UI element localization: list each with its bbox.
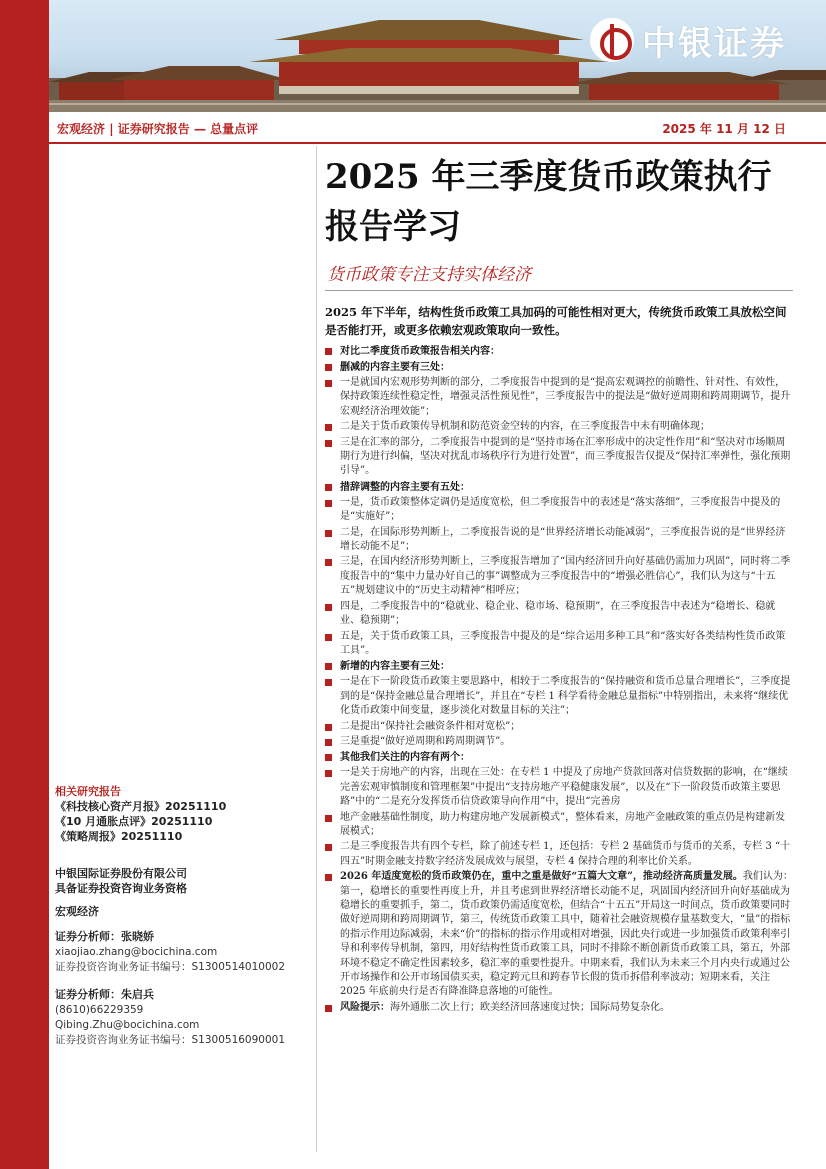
analyst-license: 证券投资咨询业务证书编号：S1300514010002 [55, 961, 286, 973]
bullet-lead: 风险提示： [340, 1001, 390, 1013]
bullet-marker-icon [325, 559, 332, 566]
bullet-marker-icon [325, 440, 332, 447]
bullet-heading [325, 360, 795, 375]
bullet-heading [325, 344, 795, 359]
bullet-lead: 2026 年适度宽松的货币政策仍在，重中之重是做好“五篇大文章”，推动经济高质量发展。 [340, 871, 743, 883]
analyst-name: 朱启兵 [121, 988, 154, 1001]
bullet-marker-icon [325, 739, 332, 746]
breadcrumb-separator: | [109, 122, 118, 136]
firm-sector: 宏观经济 [55, 905, 99, 918]
bullet-marker-icon [325, 679, 332, 686]
bullet-text: 二是提出“保持社会融资条件相对宽松”； [340, 720, 521, 732]
breadcrumb-report-kind: 总量点评 [210, 122, 259, 136]
bullet-text: 二是三季度报告共有四个专栏，除了前述专栏 1，还包括：专栏 2 基础货币与货币的关系，专栏 3 “十四五”时期金融支持数字经济发展成效与展望，专栏 4 保持合理的利率比价关系。 [340, 841, 791, 867]
analyst-email[interactable]: xiaojiao.zhang@bocichina.com [55, 946, 218, 958]
bullet-item [325, 766, 795, 809]
bullet-text: 其他我们关注的内容有两个： [340, 752, 470, 764]
bullet-text: 四是，二季度报告中的“稳就业、稳企业、稳市场、稳预期”，在三季度报告中表述为“稳增长、稳就业、稳预期”； [340, 600, 776, 627]
bullet-item [325, 840, 795, 869]
report-subtitle: 货币政策专注支持实体经济 [327, 265, 531, 285]
bullet-text: 对比二季度货币政策报告相关内容： [340, 346, 500, 357]
bullet-item [325, 720, 795, 734]
bullet-marker-icon [325, 364, 332, 371]
bullet-marker-icon [325, 500, 332, 507]
analyst-name: 张晓娇 [121, 930, 154, 943]
bullet-text: 我们认为：第一，稳增长的重要性再度上升，并且考虑到世界经济增长动能不足，巩固国内经济回升向好基础成为稳增长的重要抓手，第二，货币政策仍需适度宽松，但结合“十五五”开局这一时间点，货币政策要同时做好逆周期和跨周期调节，第三，传统货币政策工具中，随着社会融资规模存量基数变大，“量”的指标的指示作用边际减弱，未来“价”的指标的指示作用或相对增强，因此央行或进一步加强货币政策利率引导和利率传导机制，第四，用好结构性货币政策工具，同时不排除不断创新货币政策工具，第五，外部环境不稳定不确定性因素较多，稳汇率的重要性提升。中期来看，我们认为未来三个月内央行或通过公开市场操作和公开市场国债买卖，稳定跨元旦和跨春节长假的货币拆借利率波动；短期来看，关注 2025 年底前央行是否有降准降息落地的可能性。 [340, 871, 793, 998]
bullet-item [325, 600, 795, 629]
bullet-item [325, 555, 795, 598]
breadcrumb-report-type: 证券研究报告 [117, 122, 190, 136]
bullet-item [325, 675, 795, 718]
report-title: 2025 年三季度货币政策执行报告学习 [325, 157, 772, 247]
bullet-item [325, 630, 795, 659]
analyst-phone: (8610)66229359 [55, 1004, 144, 1016]
bullet-marker-icon [325, 634, 332, 641]
report-date: 2025 年 11 月 12 日 [662, 122, 786, 136]
bullet-list [325, 344, 795, 1015]
bullet-item [325, 496, 795, 525]
analyst-heading [55, 987, 310, 1003]
bullet-item [325, 735, 795, 749]
bullet-marker-icon [325, 815, 332, 822]
analyst-heading [55, 929, 310, 945]
bullet-text: 二是关于货币政策传导机制和防范资金空转的内容，在三季度报告中未有明确体现； [340, 421, 710, 433]
analyst-license: 证券投资咨询业务证书编号：S1300516090001 [55, 1034, 286, 1046]
bullet-marker-icon [325, 754, 332, 761]
breadcrumb-dash: — [193, 122, 211, 136]
bullet-heading [325, 659, 795, 674]
bullet-marker-icon [325, 380, 332, 387]
bullet-marker-icon [325, 724, 332, 731]
left-sidebar [55, 784, 310, 1048]
firm-qualification: 具备证券投资咨询业务资格 [55, 882, 187, 895]
brand-name: 中银证券 [642, 23, 786, 64]
bullet-text: 二是，在国际形势判断上，二季度报告说的是“世界经济增长动能减弱”，三季度报告说的是“世界经济增长动能不足”； [340, 526, 786, 553]
related-report-item[interactable]: 《10 月通胀点评》20251110 [55, 815, 213, 828]
bullet-text: 五是，关于货币政策工具，三季度报告中提及的是“综合运用多种工具”和“落实好各类结构性货币政策工具”。 [340, 630, 786, 656]
report-meta-bar [49, 112, 826, 144]
bullet-marker-icon [325, 844, 332, 851]
bullet-marker-icon [325, 663, 332, 670]
analyst-label: 证券分析师： [55, 930, 121, 943]
breadcrumb [57, 120, 258, 137]
related-reports-heading: 相关研究报告 [55, 785, 121, 798]
bullet-text: 一是就国内宏观形势判断的部分，二季度报告中提到的是“提高宏观调控的前瞻性、针对性、有效性，保持政策连续性稳定性，增强灵活性预见性”，三季度报告中的提法是“做好逆周期和跨周期调节，提升宏观经济治理效能”； [340, 377, 791, 417]
bullet-text: 海外通胀二次上行；欧美经济回落速度过快；国际局势复杂化。 [390, 1001, 670, 1013]
bullet-marker-icon [325, 604, 332, 611]
bullet-item [325, 1001, 795, 1015]
bullet-text: 一是在下一阶段货币政策主要思路中，相较于二季度报告的“保持融资和货币总量合理增长”，三季度提到的是“保持金融总量合理增长”，并且在“专栏 1 科学看待金融总量指标”中特别指出，未来将“继续优化货币政策中间变量，逐步淡化对数量目标的关注”； [340, 676, 791, 717]
bullet-marker-icon [325, 530, 332, 537]
bullet-heading [325, 750, 795, 765]
bullet-text: 一是关于房地产的内容，出现在三处：在专栏 1 中提及了房地产贷款回落对信贷数据的影响，在“继续完善宏观审慎制度和管理框架”中提出“支持房地产平稳健康发展”，以及在“下一阶段货币政策主要思路”中的“二是充分发挥货币信贷政策导向作用”中，提出“完善房 [340, 767, 788, 808]
bullet-text: 删减的内容主要有三处： [340, 362, 450, 373]
firm-name: 中银国际证券股份有限公司 [55, 867, 187, 880]
column-divider [316, 146, 317, 1152]
bank-of-china-logo-icon [590, 18, 634, 62]
bullet-item [325, 376, 795, 419]
bullet-item [325, 811, 795, 840]
analyst-label: 证券分析师： [55, 988, 121, 1001]
bullet-text: 三是在汇率的部分，二季度报告中提到的是“坚持市场在汇率形成中的决定性作用”和“坚决对市场顺周期行为进行纠偏，坚决对扰乱市场秩序行为进行处置”，而三季度报告仅提及“保持汇率弹性，强化预期引导”。 [340, 436, 791, 477]
bullet-heading [325, 480, 795, 495]
subtitle-divider [325, 290, 793, 291]
bullet-item [325, 870, 795, 1000]
breadcrumb-category: 宏观经济 [57, 122, 106, 136]
bullet-text: 三是，在国内经济形势判断上，三季度报告增加了“国内经济回升向好基础仍需加力巩固”，同时将二季度报告中的“集中力量办好自己的事”调整成为三季度报告中的“增强必胜信心”，我们认为这与“十五五”规划建议中的“历史主动精神”相呼应； [340, 556, 791, 597]
related-report-item[interactable]: 《策略周报》20251110 [55, 830, 183, 843]
bullet-item [325, 436, 795, 479]
bullet-marker-icon [325, 874, 332, 881]
left-accent-bar [0, 0, 49, 1169]
bullet-text: 一是，货币政策整体定调仍是适度宽松，但二季度报告中的表述是“落实落细”，三季度报告中提及的是“实施好”； [340, 496, 781, 523]
bullet-text: 三是重提“做好逆周期和跨周期调节”。 [340, 735, 511, 747]
bullet-marker-icon [325, 484, 332, 491]
brand-logo [590, 14, 786, 66]
bullet-item [325, 526, 795, 555]
analyst-email[interactable]: Qibing.Zhu@bocichina.com [55, 1019, 200, 1031]
bullet-text: 地产金融基础性制度，助力构建房地产发展新模式”，整体看来，房地产金融政策的重点仍是构建新发展模式； [340, 811, 786, 837]
report-summary: 2025 年下半年，结构性货币政策工具加码的可能性相对更大，传统货币政策工具放松空间是否能打开，或更多依赖宏观政策取向一致性。 [325, 305, 787, 337]
bullet-text: 措辞调整的内容主要有五处： [340, 481, 470, 493]
bullet-marker-icon [325, 424, 332, 431]
bullet-text: 新增的内容主要有三处： [340, 661, 450, 673]
bullet-item [325, 420, 795, 434]
related-report-item[interactable]: 《科技核心资产月报》20251110 [55, 800, 227, 813]
bullet-marker-icon [325, 1005, 332, 1012]
bullet-marker-icon [325, 348, 332, 355]
bullet-marker-icon [325, 770, 332, 777]
header-banner [49, 0, 826, 112]
